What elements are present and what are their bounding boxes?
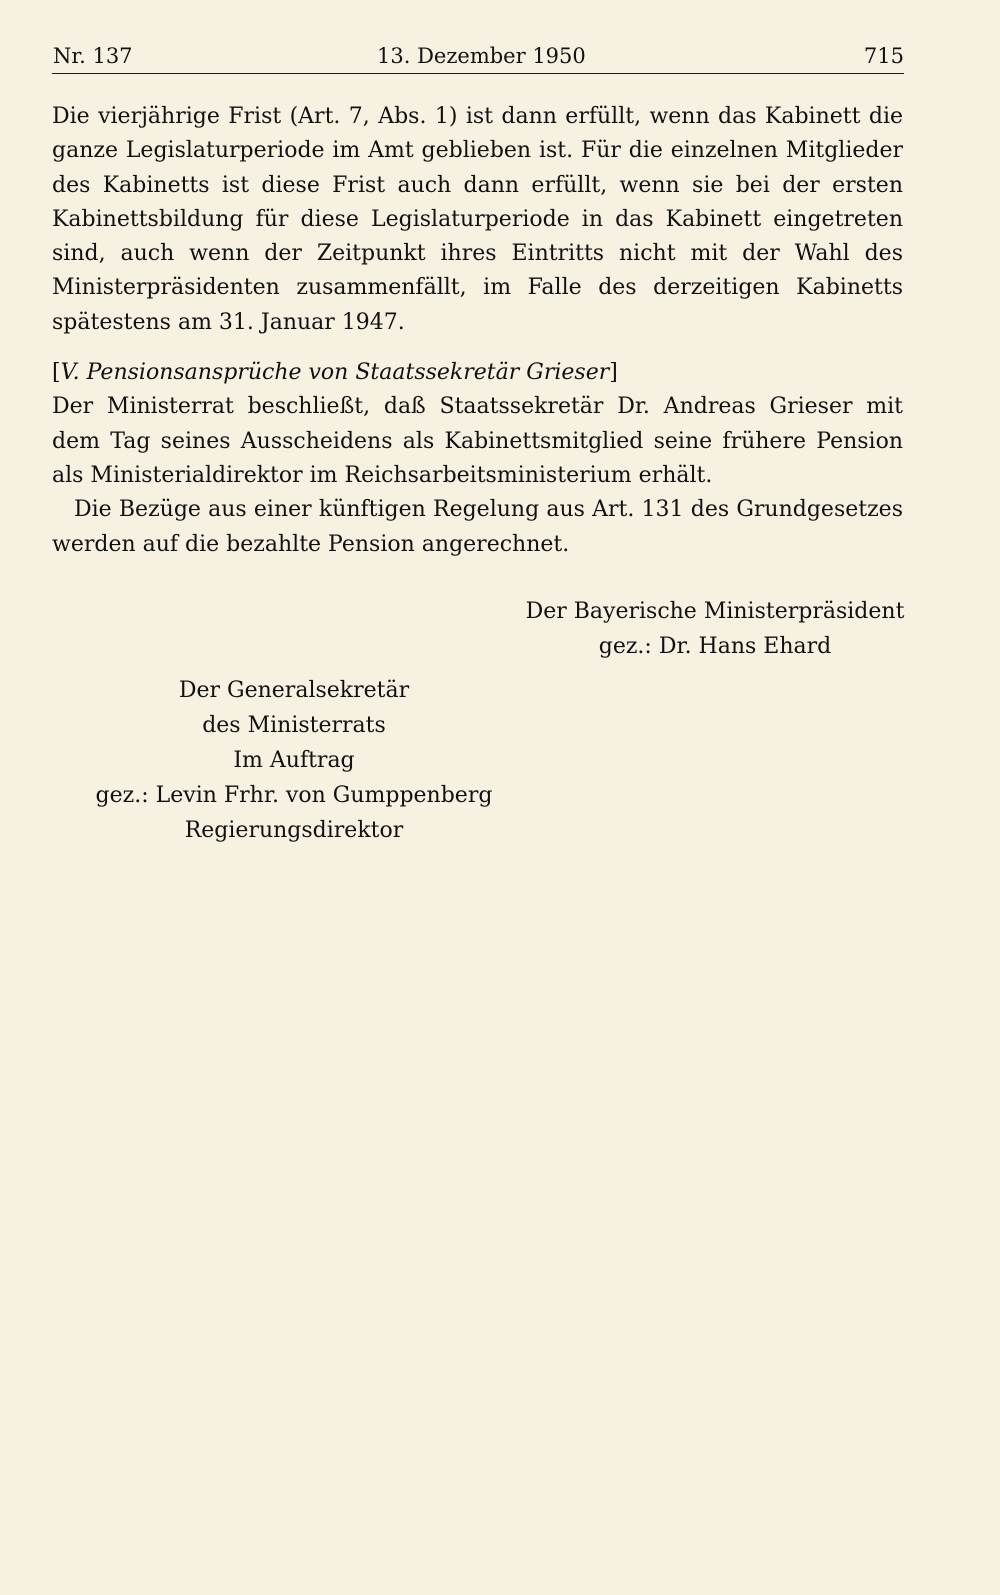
paragraph-frist: Die vierjährige Frist (Art. 7, Abs. 1) ist dann erfüllt, wenn das Kabinett die ganze Legislaturperiode im Amt geblieben ist. Für die einzelnen Mitglieder des Kabinetts ist diese Frist auch dann erfüllt, wenn sie bei der ersten Kabinettsbildung für diese Legislaturperiode in das Kabinett eingetreten sind, auch wenn der Zeitpunkt ihres Eintritts nicht mit der Wahl des Ministerpräsidenten zusammenfällt, im Falle des derzeitigen Kabinetts spätestens am 31. Januar 1947.	[52, 104, 903, 335]
document-number: Nr. 137	[53, 44, 133, 68]
heading-open-bracket: [	[52, 360, 61, 386]
signature-right-name: gez.: Dr. Hans Ehard	[598, 634, 832, 659]
signature-left-title: Der Generalsekretär	[178, 678, 410, 703]
signature-right-title: Der Bayerische Ministerpräsident	[525, 599, 905, 624]
signature-left-rank: Regierungsdirektor	[184, 818, 404, 843]
paragraph-beschluss: Der Ministerrat beschließt, daß Staatssekretär Dr. Andreas Grieser mit dem Tag seines Ausscheidens als Kabinettsmitglied seine frühere Pension als Ministerialdirektor im Reichsarbeitsministerium erhält.	[52, 394, 903, 488]
paragraph-bezuege: Die Bezüge aus einer künftigen Regelung aus Art. 131 des Grundgesetzes werden auf die bezahlte Pension angerechnet.	[52, 497, 903, 557]
heading-text: V. Pensionsansprüche von Staatssekretär Grieser	[60, 360, 610, 386]
signature-ministerpraesident	[505, 594, 925, 664]
signature-generalsekretaer	[84, 673, 504, 848]
running-header	[53, 42, 904, 70]
page-number: 715	[863, 44, 904, 68]
heading-close-bracket: ]	[609, 360, 618, 386]
header-date: 13. Dezember 1950	[377, 44, 586, 68]
main-text	[52, 100, 903, 562]
section-heading	[52, 356, 903, 390]
header-rule	[52, 73, 904, 74]
signature-left-name: gez.: Levin Frhr. von Gumppenberg	[95, 783, 493, 808]
signature-left-order: Im Auftrag	[233, 748, 355, 773]
signature-left-subtitle: des Ministerrats	[202, 713, 386, 738]
